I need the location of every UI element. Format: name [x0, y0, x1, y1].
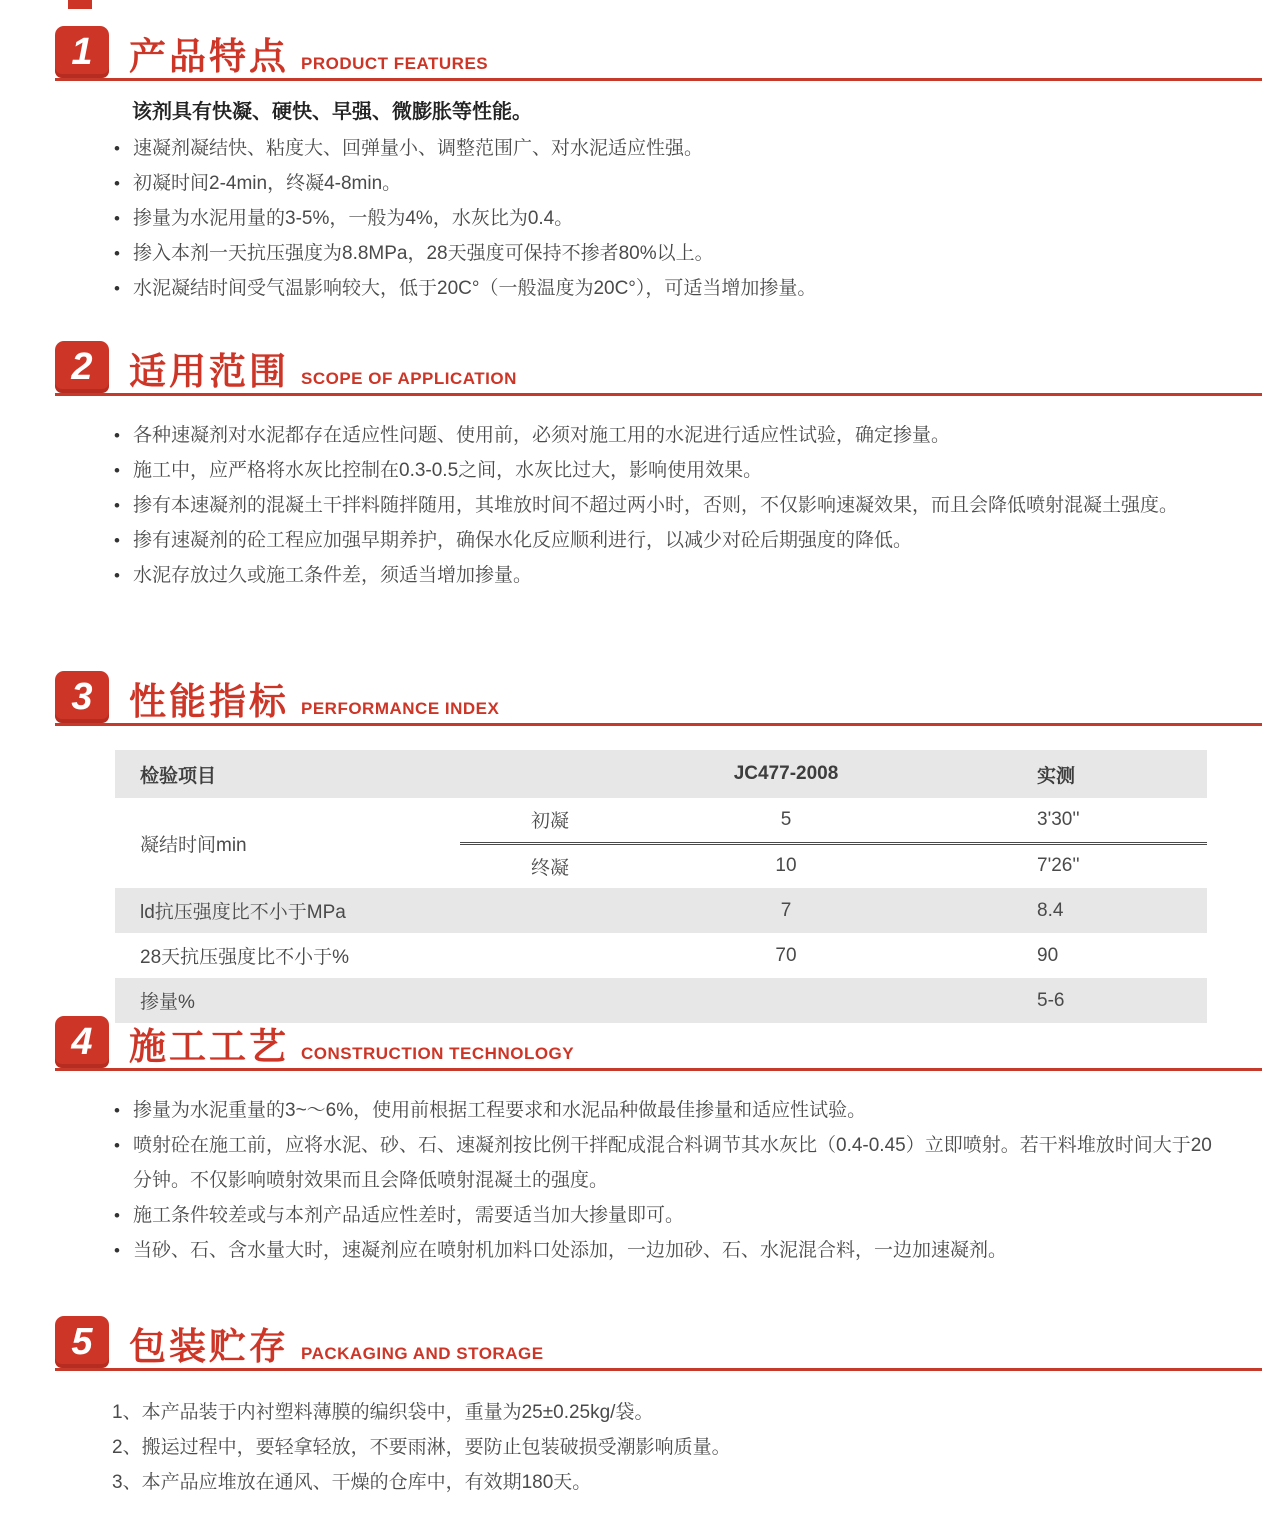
table-cell-standard: 70: [640, 933, 932, 978]
table-header-item: 检验项目: [115, 750, 460, 798]
table-cell-measured: 3'30'': [932, 798, 1207, 843]
bullet-item: • 喷射砼在施工前，应将水泥、砂、石、速凝剂按比例干拌配成混合料调节其水灰比（0.4-0.45）立即喷射。若干料堆放时间大于20分钟。不仅影响喷射效果而且会降低喷射混凝土的强度。: [112, 1128, 1230, 1198]
section-header: [55, 26, 1262, 81]
performance-table: [115, 750, 1207, 1023]
bullet-list: [112, 418, 1230, 593]
table-cell-sub: 初凝: [460, 798, 640, 843]
section-title-en: PRODUCT FEATURES: [301, 54, 489, 73]
bullet-item: • 掺入本剂一天抗压强度为8.8MPa，28天强度可保持不掺者80%以上。: [112, 236, 1230, 271]
table-cell-item: ld抗压强度比不小于MPa: [115, 888, 460, 933]
table-cell-sub: 终凝: [460, 843, 640, 888]
bullet-item: • 施工中，应严格将水灰比控制在0.3-0.5之间，水灰比过大，影响使用效果。: [112, 453, 1230, 488]
section-title-zh: 产品特点: [129, 36, 289, 77]
table-row: [115, 888, 1207, 933]
intro-text: 该剂具有快凝、硬快、早强、微膨胀等性能。: [132, 101, 532, 123]
section-number-badge: 5: [55, 1316, 109, 1368]
section-title-en: PERFORMANCE INDEX: [301, 699, 500, 718]
table-cell-standard: 5: [640, 798, 932, 843]
table-cell-measured: 7'26'': [932, 843, 1207, 888]
section-title-zh: 包装贮存: [129, 1326, 289, 1367]
bullet-item: • 当砂、石、含水量大时，速凝剂应在喷射机加料口处添加，一边加砂、石、水泥混合料，一边加速凝剂。: [112, 1233, 1230, 1268]
bullet-item: • 掺有速凝剂的砼工程应加强早期养护，确保水化反应顺利进行，以减少对砼后期强度的降低。: [112, 523, 1230, 558]
section-content: [0, 1371, 1280, 1500]
bullet-item: • 掺量为水泥重量的3~～6%，使用前根据工程要求和水泥品种做最佳掺量和适应性试验。: [112, 1093, 1230, 1128]
section-number-badge: 2: [55, 341, 109, 393]
table-header-row: [115, 750, 1207, 798]
table-cell-standard: 7: [640, 888, 932, 933]
section-content: [0, 396, 1280, 593]
section-content: [0, 81, 1280, 306]
section-performance-index: [0, 671, 1280, 1023]
table-cell-measured: 5-6: [932, 978, 1207, 1023]
bullet-item: • 掺有本速凝剂的混凝土干拌料随拌随用，其堆放时间不超过两小时，否则，不仅影响速凝效果，而且会降低喷射混凝土强度。: [112, 488, 1230, 523]
section-header: [55, 1316, 1262, 1371]
section-title-en: PACKAGING AND STORAGE: [301, 1344, 544, 1363]
section-number-badge: 1: [55, 26, 109, 78]
numbered-item: 3、本产品应堆放在通风、干燥的仓库中，有效期180天。: [112, 1472, 592, 1493]
section-title-en: CONSTRUCTION TECHNOLOGY: [301, 1044, 575, 1063]
numbered-item: 1、本产品装于内衬塑料薄膜的编织袋中，重量为25±0.25kg/袋。: [112, 1402, 654, 1423]
bullet-item: • 各种速凝剂对水泥都存在适应性问题、使用前，必须对施工用的水泥进行适应性试验，确定掺量。: [112, 418, 1230, 453]
section-title-zh: 适用范围: [129, 351, 289, 392]
table-cell-item: 28天抗压强度比不小于%: [115, 933, 460, 978]
bullet-list: [112, 131, 1230, 306]
bullet-item: • 施工条件较差或与本剂产品适应性差时，需要适当加大掺量即可。: [112, 1198, 1230, 1233]
bullet-list: [112, 1093, 1230, 1268]
section-construction-technology: [0, 1016, 1280, 1268]
bullet-item: • 掺量为水泥用量的3-5%，一般为4%，水灰比为0.4。: [112, 201, 1230, 236]
table-cell-measured: 90: [932, 933, 1207, 978]
bullet-item: • 初凝时间2-4min，终凝4-8min。: [112, 166, 1230, 201]
numbered-item: 2、搬运过程中，要轻拿轻放，不要雨淋，要防止包装破损受潮影响质量。: [112, 1437, 731, 1458]
bullet-item: • 水泥凝结时间受气温影响较大，低于20C°（一般温度为20C°），可适当增加掺量。: [112, 271, 1230, 306]
table-cell-item: 掺量%: [115, 978, 460, 1023]
table-cell-item: 凝结时间min: [115, 798, 460, 888]
section-number-badge: 4: [55, 1016, 109, 1068]
table-row: [115, 933, 1207, 978]
section-scope-of-application: [0, 341, 1280, 593]
table-header-sub: [460, 750, 640, 798]
table-cell-standard: 10: [640, 843, 932, 888]
section-number-badge: 3: [55, 671, 109, 723]
section-title-zh: 性能指标: [129, 681, 289, 722]
page-edge-mark: [68, 0, 92, 9]
table-cell-measured: 8.4: [932, 888, 1207, 933]
table-row: [115, 798, 1207, 843]
section-packaging-storage: [0, 1316, 1280, 1500]
bullet-item: • 速凝剂凝结快、粘度大、回弹量小、调整范围广、对水泥适应性强。: [112, 131, 1230, 166]
section-header: [55, 341, 1262, 396]
bullet-item: • 水泥存放过久或施工条件差，须适当增加掺量。: [112, 558, 1230, 593]
table-header-standard: JC477-2008: [640, 750, 932, 798]
section-product-features: [0, 26, 1280, 306]
section-content: [0, 1071, 1280, 1268]
numbered-list: [112, 1395, 1230, 1500]
section-title-zh: 施工工艺: [129, 1026, 289, 1067]
section-header: [55, 671, 1262, 726]
section-title-en: SCOPE OF APPLICATION: [301, 369, 517, 388]
section-content: [0, 726, 1280, 1023]
table-header-measured: 实测: [932, 750, 1207, 798]
section-header: [55, 1016, 1262, 1071]
